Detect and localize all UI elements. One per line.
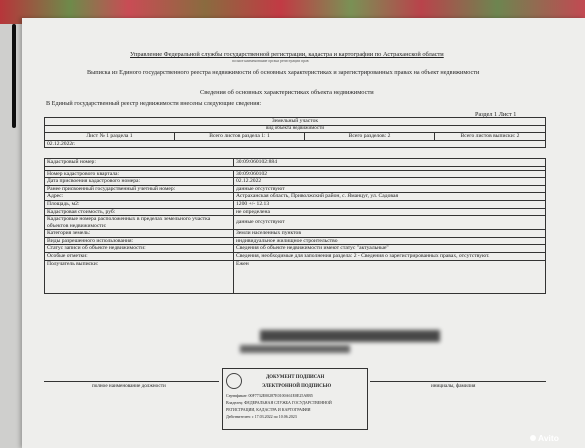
- avito-logo-icon: [530, 435, 536, 441]
- stamp-subtitle: ЭЛЕКТРОННОЙ ПОДПИСЬЮ: [262, 384, 332, 389]
- redaction-blur: [240, 345, 350, 353]
- section-page-label: Раздел 1 Лист 1: [475, 111, 517, 118]
- total-sections: Всего разделов: 2: [305, 133, 435, 141]
- row-key: Статус записи об объекте недвижимости:: [45, 245, 234, 253]
- object-header-table: [44, 117, 546, 148]
- object-type: Земельный участок: [45, 118, 546, 126]
- avito-text: Avito: [538, 433, 559, 443]
- row-value: Ежен: [234, 260, 546, 293]
- row-value: данные отсутствуют: [234, 216, 546, 230]
- position-line: [44, 381, 219, 382]
- row-value: 30:09:060102: [234, 170, 546, 178]
- redaction-blur: [260, 330, 440, 342]
- table-row: [45, 245, 546, 253]
- object-type-subtitle: вид объекта недвижимости: [45, 125, 546, 133]
- agency-subtitle: полное наименование органа регистрации прав: [232, 59, 309, 63]
- row-value: 1200 +/- 12.13: [234, 200, 546, 208]
- stamp-title: ДОКУМЕНТ ПОДПИСАН: [266, 375, 325, 380]
- initials-label: инициалы, фамилия: [431, 383, 476, 389]
- position-label: полное наименование должности: [92, 383, 166, 389]
- characteristics-table: [44, 158, 546, 294]
- row-key: Дата присвоения кадастрового номера:: [45, 178, 234, 186]
- row-value: 30:09:060102:884: [234, 159, 546, 167]
- row-value: индивидуальное жилищное строительство: [234, 237, 546, 245]
- row-key: Площадь, м2:: [45, 200, 234, 208]
- table-row: [45, 200, 546, 208]
- stamp-owner: Владелец: ФЕДЕРАЛЬНАЯ СЛУЖБА ГОСУДАРСТВЕННОЙ: [226, 400, 332, 405]
- row-key: Кадастровая стоимость, руб:: [45, 208, 234, 216]
- row-value: Астраханская область, Приволжский район, с. Яманцуг, ул. Садовая: [234, 193, 546, 201]
- row-key: Кадастровые номера расположенных в пределах земельного участка объектов недвижимости:: [45, 216, 234, 230]
- section-title: Сведения об основных характеристиках объекта недвижимости: [200, 89, 374, 96]
- row-key: Номер кадастрового квартала:: [45, 170, 234, 178]
- stamp-cert: Сертификат: 00F7732E00287E0100A61E0E25A8B5: [226, 393, 313, 398]
- row-key: Виды разрешенного использования:: [45, 237, 234, 245]
- table-row: [45, 216, 546, 230]
- total-sheets: Всего листов выписки: 2: [435, 133, 546, 141]
- row-key: Получатель выписки:: [45, 260, 234, 293]
- sheets-in-section: Всего листов раздела 1: 1: [175, 133, 305, 141]
- sheet-number: Лист № 1 раздела 1: [45, 133, 175, 141]
- table-row: [45, 260, 546, 293]
- table-row: [45, 230, 546, 238]
- row-key: Ранее присвоенный государственный учетный номер:: [45, 185, 234, 193]
- row-key: Адрес:: [45, 193, 234, 201]
- row-key: Кадастровый номер:: [45, 159, 234, 167]
- row-key: Категория земель:: [45, 230, 234, 238]
- table-row: [45, 252, 546, 260]
- table-row: [45, 237, 546, 245]
- stamp-owner-2: РЕГИСТРАЦИИ, КАДАСТРА И КАРТОГРАФИИ: [226, 407, 311, 412]
- stamp-valid: Действителен: с 17.03.2022 по 10.06.2023: [226, 414, 297, 419]
- row-value: 02.12.2022: [234, 178, 546, 186]
- initials-line: [370, 381, 546, 382]
- row-value: не определена: [234, 208, 546, 216]
- intro-text: В Единый государственный реестр недвижимости внесены следующие сведения:: [46, 100, 262, 107]
- table-row: [45, 170, 546, 178]
- table-row: [45, 159, 546, 167]
- avito-watermark: [530, 433, 559, 443]
- agency-name: Управление Федеральной службы государственной регистрации, кадастра и картографии по Астраханской области: [130, 51, 444, 58]
- extract-date: 02.12.2022г.: [45, 140, 546, 148]
- row-value: данные отсутствуют: [234, 185, 546, 193]
- table-row: [45, 208, 546, 216]
- row-key: Особые отметки:: [45, 252, 234, 260]
- table-row: [45, 178, 546, 186]
- row-value: Сведения, необходимые для заполнения раздела: 2 - Сведения о зарегистрированных правах, отсутствуют.: [234, 252, 546, 260]
- extract-title: Выписка из Единого государственного реестра недвижимости об основных характеристиках и зарегистрированных правах на объект недвижимости: [87, 69, 480, 76]
- scroll-marker: [12, 24, 16, 128]
- table-row: [45, 193, 546, 201]
- table-row: [45, 185, 546, 193]
- row-value: Земли населенных пунктов: [234, 230, 546, 238]
- emblem-icon: [226, 373, 242, 389]
- row-value: Сведения об объекте недвижимости имеют статус "актуальные": [234, 245, 546, 253]
